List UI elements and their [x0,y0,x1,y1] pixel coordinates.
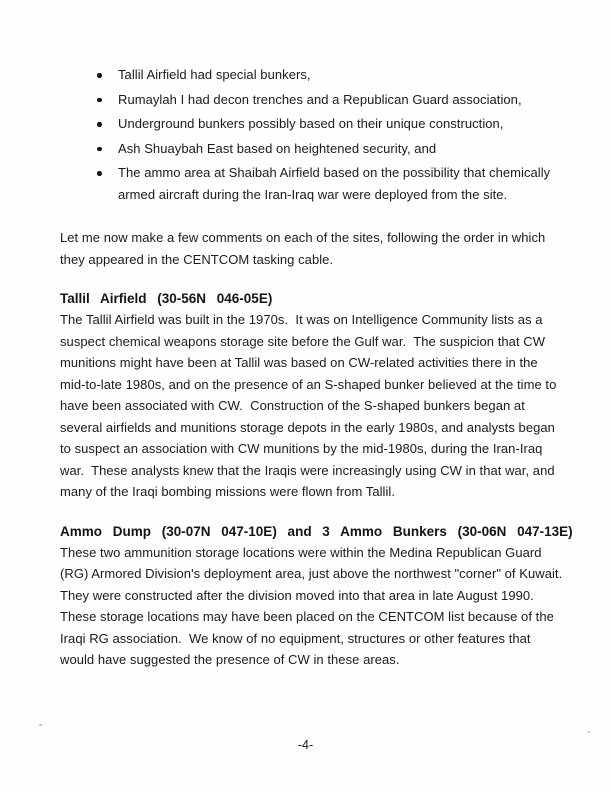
paragraph-line: many of the Iraqi bombing missions were flown from Tallil. [60,484,396,499]
section-heading-tallil-airfield: Tallil Airfield (30-56N 046-05E) [60,291,273,306]
bullet-text: Ash Shuaybah East based on heightened security, and [118,140,437,156]
paragraph-line: The Tallil Airfield was built in the 1970s. It was on Intelligence Community lists as a [60,312,543,327]
page-content [60,64,573,671]
paragraph-line: have been associated with CW. Construction of the S-shaped bunkers began at [60,398,525,413]
bullet-item [118,113,565,135]
paragraph-line: several airfields and munitions storage depots in the early 1980s, and analysts began [60,419,555,435]
bullet-text: The ammo area at Shaibah Airfield based on the possibility that chemically [118,165,551,180]
paragraph-line: These storage locations may have been placed on the CENTCOM list because of the [60,609,554,624]
bullet-text-continued: armed aircraft during the Iran-Iraq war were deployed from the site. [118,186,508,202]
paragraph-line: They were constructed after the division moved into that area in late August 1990. [60,587,534,603]
paragraph-line: These two ammunition storage locations were within the Medina Republican Guard [60,544,542,560]
paragraph-line: munitions might have been at Tallil was based on CW-related activities there in the [60,355,538,370]
section-body-ammo-dump [60,542,565,671]
paragraph-line: mid-to-late 1980s, and on the presence of an S-shaped bunker believed at the time to [60,376,557,392]
intro-paragraph [60,227,565,270]
section-heading-ammo-dump: Ammo Dump (30-07N 047-10E) and 3 Ammo Bunkers (30-06N 047-13E) [60,523,573,539]
paragraph-line: suspect chemical weapons storage site before the Gulf war. The suspicion that CW [60,333,546,349]
bullet-text: Tallil Airfield had special bunkers, [118,67,311,82]
page-number: -4- [297,738,314,752]
scan-speck [39,724,42,726]
paragraph-line: war. These analysts knew that the Iraqis were increasingly using CW in that war, and [60,462,555,478]
paragraph-line: they appeared in the CENTCOM tasking cable. [60,251,334,267]
bullet-item [118,162,565,205]
section-body-tallil-airfield [60,309,565,503]
bullet-item [118,138,565,160]
bullet-item [118,89,565,111]
bullet-item [118,64,565,86]
scan-speck [588,731,590,733]
site-bullet-list [60,64,565,205]
bullet-text: Rumaylah I had decon trenches and a Republican Guard association, [118,91,522,107]
bullet-text: Underground bunkers possibly based on their unique construction, [118,116,504,131]
paragraph-line: (RG) Armored Division's deployment area, just above the northwest "corner" of Kuwait. [60,566,563,581]
paragraph-line: Let me now make a few comments on each of the sites, following the order in which [60,230,546,245]
paragraph-line: would have suggested the presence of CW in these areas. [60,652,400,667]
paragraph-line: to suspect an association with CW munitions by the mid-1980s, during the Iran-Iraq [60,441,543,456]
paragraph-line: Iraqi RG association. We know of no equipment, structures or other features that [60,630,531,646]
